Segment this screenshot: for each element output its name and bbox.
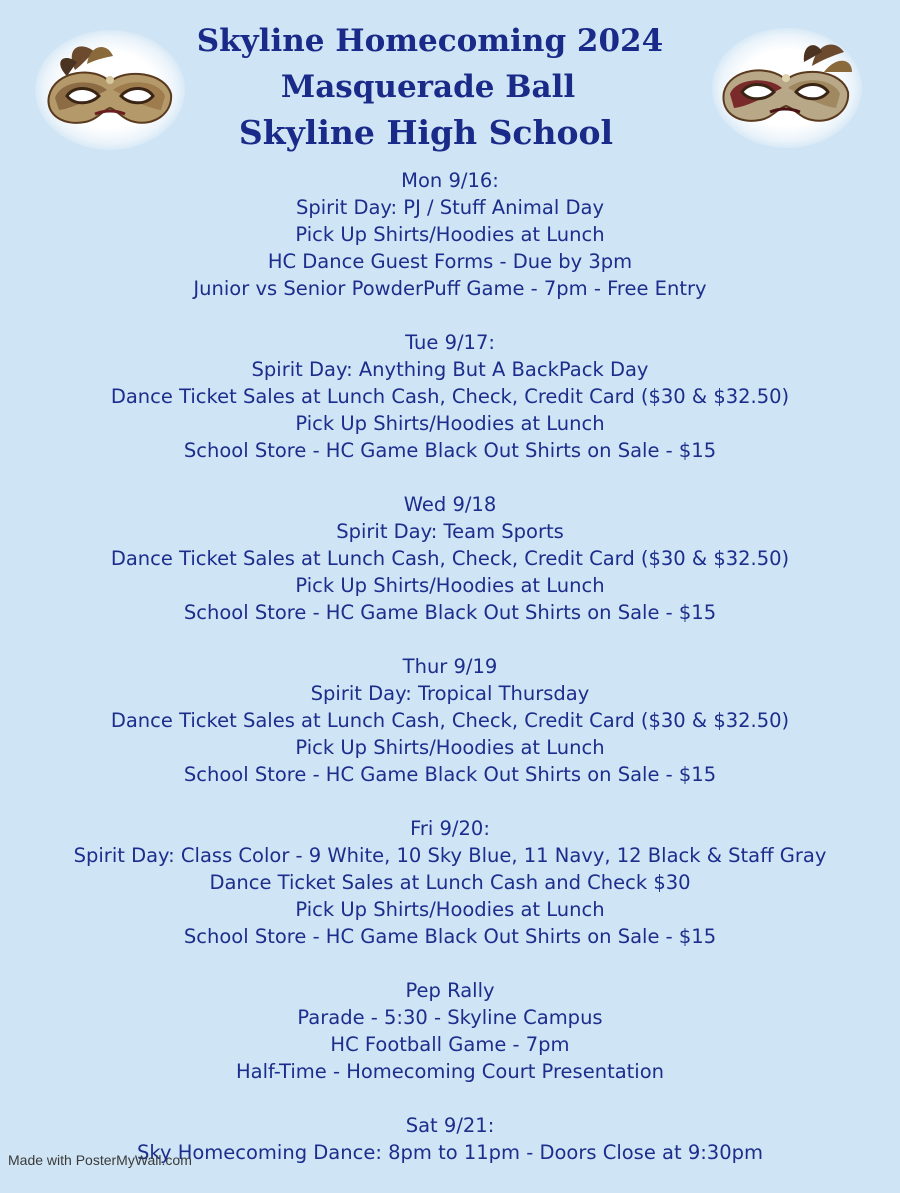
homecoming-schedule [0,167,900,1193]
title-line-masquerade: Masquerade Ball [280,69,576,105]
schedule-item: Parade - 5:30 - Skyline Campus [297,1006,603,1029]
schedule-item: Spirit Day: PJ / Stuff Animal Day [296,196,604,219]
schedule-day-wednesday [0,491,900,626]
schedule-item: Spirit Day: Anything But A BackPack Day [251,358,649,381]
schedule-item: Half-Time - Homecoming Court Presentation [235,1060,665,1083]
schedule-item: Pick Up Shirts/Hoodies at Lunch [295,223,605,246]
day-heading: Pep Rally [405,979,495,1002]
schedule-item: Spirit Day: Class Color - 9 White, 10 Sky Blue, 11 Navy, 12 Black & Staff Gray [73,844,827,867]
schedule-day-tuesday [0,329,900,464]
schedule-day-friday [0,815,900,950]
day-heading: Tue 9/17: [405,331,495,354]
schedule-item: School Store - HC Game Black Out Shirts on Sale - $15 [183,439,717,462]
schedule-item: Pick Up Shirts/Hoodies at Lunch [295,736,605,759]
poster-title [0,18,900,156]
schedule-day-thursday [0,653,900,788]
schedule-item: Spirit Day: Team Sports [336,520,564,543]
schedule-pep-rally [0,977,900,1085]
schedule-item: Junior vs Senior PowderPuff Game - 7pm - Free Entry [193,277,707,300]
day-heading: Thur 9/19 [402,655,498,678]
day-heading: Fri 9/20: [410,817,490,840]
schedule-item: Dance Ticket Sales at Lunch Cash, Check, Credit Card ($30 & $32.50) [110,709,790,732]
schedule-item: HC Dance Guest Forms - Due by 3pm [267,250,633,273]
schedule-item: School Store - HC Game Black Out Shirts on Sale - $15 [183,763,717,786]
schedule-item: Pick Up Shirts/Hoodies at Lunch [295,412,605,435]
schedule-day-monday [0,167,900,302]
title-line-homecoming: Skyline Homecoming 2024 [196,23,664,59]
schedule-item: School Store - HC Game Black Out Shirts on Sale - $15 [183,925,717,948]
day-heading: Mon 9/16: [401,169,499,192]
schedule-item: Sky Homecoming Dance: 8pm to 11pm - Doors Close at 9:30pm [136,1141,763,1164]
day-heading: Wed 9/18 [403,493,497,516]
schedule-item: HC Football Game - 7pm [330,1033,570,1056]
schedule-item: Pick Up Shirts/Hoodies at Lunch [295,898,605,921]
schedule-item: Dance Ticket Sales at Lunch Cash, Check, Credit Card ($30 & $32.50) [110,385,790,408]
schedule-item: Dance Ticket Sales at Lunch Cash, Check, Credit Card ($30 & $32.50) [110,547,790,570]
title-line-school: Skyline High School [238,113,614,152]
postermywall-credit: Made with PosterMyWall.com [8,1152,192,1168]
schedule-item: Spirit Day: Tropical Thursday [310,682,590,705]
schedule-item: School Store - HC Game Black Out Shirts on Sale - $15 [183,601,717,624]
schedule-item: Pick Up Shirts/Hoodies at Lunch [295,574,605,597]
day-heading: Sat 9/21: [405,1114,495,1137]
schedule-item: Dance Ticket Sales at Lunch Cash and Check $30 [209,871,691,894]
